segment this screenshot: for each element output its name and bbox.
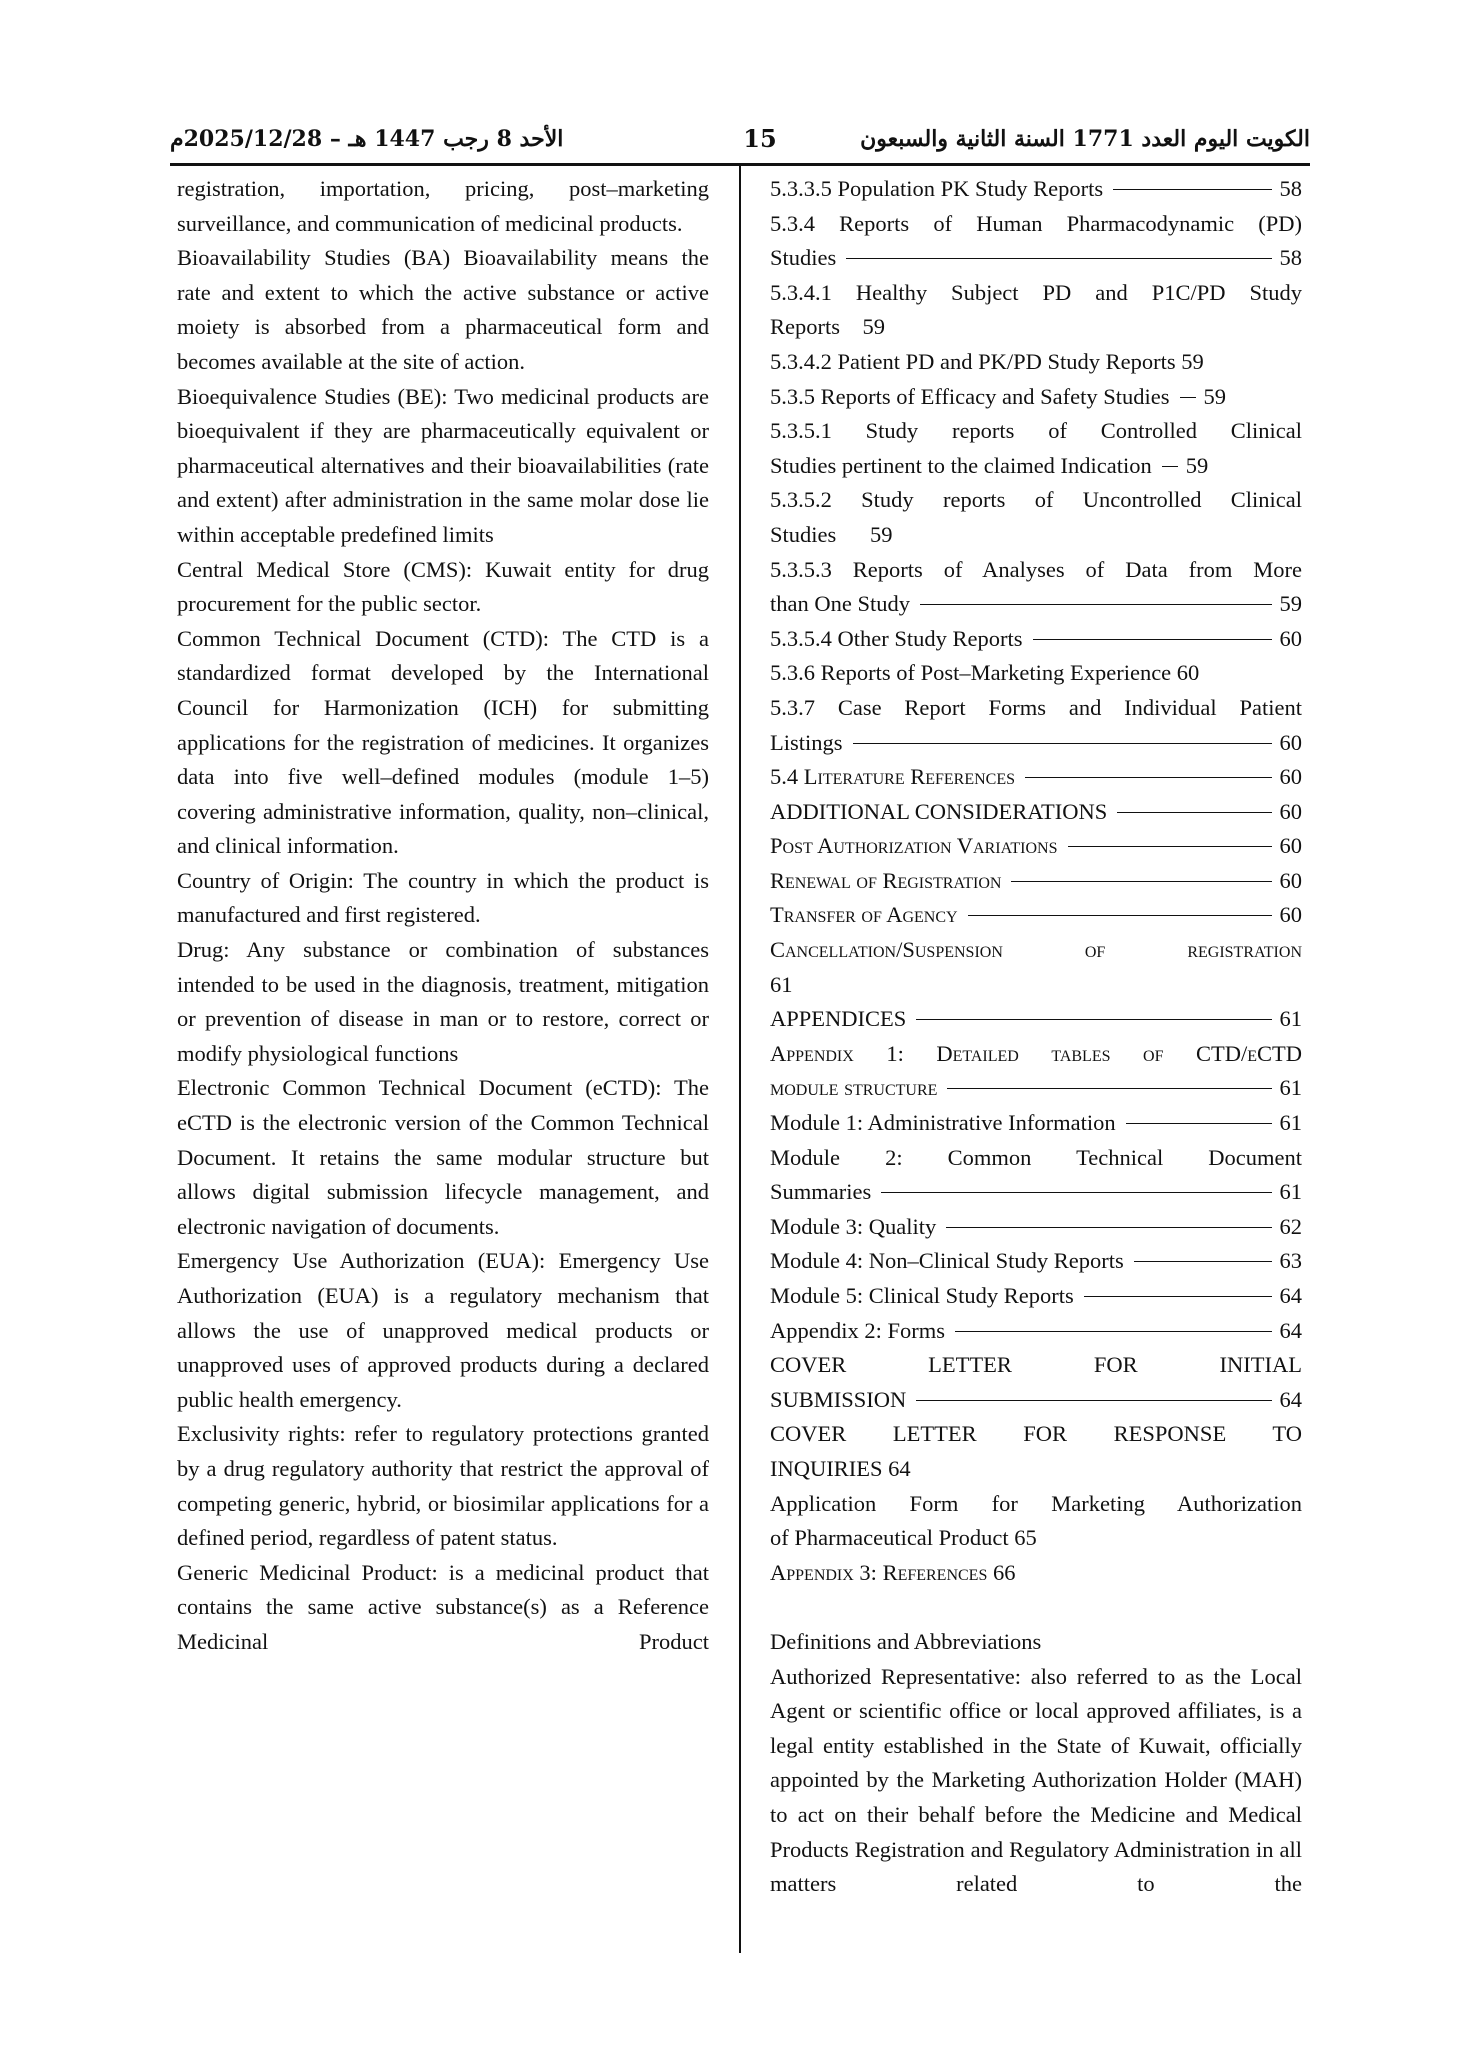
- toc-entry[interactable]: 5.3.5.4 Other Study Reports 60: [770, 625, 1302, 651]
- header-date: الأحد 8 رجب 1447 هـ – 2025/12/28م: [170, 126, 564, 152]
- toc-entry[interactable]: Appendix 3: References 66: [770, 1559, 1016, 1585]
- toc-entry[interactable]: ADDITIONAL CONSIDERATIONS 60: [770, 798, 1302, 824]
- toc-entry[interactable]: Post Authorization Variations 60: [770, 833, 1302, 859]
- toc-entry[interactable]: Renewal of Registration 60: [770, 867, 1302, 893]
- toc-entry[interactable]: 5.3.6 Reports of Post–Marketing Experience 60: [770, 660, 1200, 686]
- toc-entry[interactable]: Module 1: Administrative Information 61: [770, 1110, 1302, 1136]
- page-number: 15: [743, 124, 777, 153]
- toc-entry-line: 5.3.7 Case Report Forms and Individual Patient: [770, 694, 1302, 720]
- toc-entry[interactable]: Module 4: Non–Clinical Study Reports 63: [770, 1248, 1302, 1274]
- toc-entry[interactable]: Module 5: Clinical Study Reports 64: [770, 1283, 1302, 1308]
- definition-exclusivity-rights: Exclusivity rights: refer to regulatory protections granted by a drug regulatory authority that restrict the approval of competing generic, hybrid, or biosimilar applications for a defined period, regardless of patent status.: [177, 1421, 709, 1551]
- definitions-heading: Definitions and Abbreviations: [770, 1628, 1042, 1654]
- definition-country-of-origin: Country of Origin: The country in which the product is manufactured and first registered.: [177, 867, 709, 928]
- definition-bioequivalence: Bioequivalence Studies (BE): Two medicinal products are bioequivalent if they are pharmaceutically equivalent or pharmaceutical alternatives and their bioavailabilities (rate and extent) after administration in the same molar dose lie within acceptable predefined limits: [177, 383, 709, 547]
- toc-entry-line: Cancellation/Suspension of registration: [770, 937, 1302, 963]
- toc-entry-line: Appendix 1: Detailed tables of CTD/eCTD: [770, 1040, 1302, 1066]
- definition-cms: Central Medical Store (CMS): Kuwait entity for drug procurement for the public sector.: [177, 556, 709, 617]
- toc-entry[interactable]: 5.3.5 Reports of Efficacy and Safety Studies 59: [770, 383, 1226, 409]
- toc-entry-line: 5.3.4 Reports of Human Pharmacodynamic (PD): [770, 210, 1302, 236]
- toc-entry-line: COVER LETTER FOR RESPONSE TO: [770, 1421, 1302, 1447]
- toc-entry-line: 5.3.5.2 Study reports of Uncontrolled Clinical: [770, 487, 1302, 513]
- definition-bioavailability: Bioavailability Studies (BA) Bioavailability means the rate and extent to which the active substance or active moiety is absorbed from a pharmaceutical form and becomes available at the site of action.: [177, 245, 709, 374]
- toc-entry[interactable]: 5.3.3.5 Population PK Study Reports 58: [770, 176, 1302, 201]
- toc-entry[interactable]: APPENDICES 61: [770, 1006, 1302, 1032]
- toc-entry[interactable]: Reports 59: [770, 314, 885, 340]
- toc-entry[interactable]: INQUIRIES 64: [770, 1455, 911, 1481]
- right-column: [770, 172, 1302, 1902]
- toc-entry[interactable]: 5.4 Literature References 60: [770, 764, 1302, 790]
- definition-drug: Drug: Any substance or combination of substances intended to be used in the diagnosis, treatment, mitigation or prevention of disease in man or to restore, correct or modify physiological functions: [177, 937, 709, 1066]
- toc-entry-line: Application Form for Marketing Authorization: [770, 1490, 1302, 1516]
- toc-entry[interactable]: Appendix 2: Forms 64: [770, 1317, 1302, 1343]
- definition-ectd: Electronic Common Technical Document (eCTD): The eCTD is the electronic version of the Common Technical Document. It retains the same modular structure but allows digital submission lifecycle management, and electronic navigation of documents.: [177, 1075, 709, 1239]
- toc-entry[interactable]: 5.3.4.2 Patient PD and PK/PD Study Reports 59: [770, 348, 1204, 374]
- left-column: [177, 172, 709, 1660]
- toc-entry[interactable]: Transfer of Agency 60: [770, 902, 1302, 928]
- toc-entry[interactable]: of Pharmaceutical Product 65: [770, 1525, 1037, 1551]
- column-divider: [739, 166, 741, 1953]
- toc-entry-line: 5.3.5.3 Reports of Analyses of Data from More: [770, 556, 1302, 582]
- definition-authorized-representative: Authorized Representative: also referred to as the Local Agent or scientific office or local approved affiliates, is a legal entity established in the State of Kuwait, officially appointed by the Marketing Authorization Holder (MAH) to act on their behalf before the Medicine and Medical Products Registration and Regulatory Administration in all matters related to the: [770, 1663, 1302, 1897]
- toc-entry[interactable]: than One Study 59: [770, 591, 1302, 617]
- header-issue: الكويت اليوم العدد 1771 السنة الثانية والسبعون: [860, 126, 1310, 152]
- toc-entry[interactable]: SUBMISSION 64: [770, 1386, 1302, 1412]
- definition-ctd: Common Technical Document (CTD): The CTD is a standardized format developed by the International Council for Harmonization (ICH) for submitting applications for the registration of medicines. It organizes data into five well–defined modules (module 1–5) covering administrative information, quality, non–clinical, and clinical information.: [177, 625, 709, 859]
- toc-entry[interactable]: Listings 60: [770, 729, 1302, 755]
- toc-entry[interactable]: Summaries 61: [770, 1179, 1302, 1205]
- definition-eua: Emergency Use Authorization (EUA): Emergency Use Authorization (EUA) is a regulatory mechanism that allows the use of unapproved medical products or unapproved uses of approved products during a declared public health emergency.: [177, 1248, 709, 1412]
- toc-entry[interactable]: Module 3: Quality 62: [770, 1213, 1302, 1239]
- toc-entry[interactable]: Studies 59: [770, 521, 893, 547]
- definition-generic-medicinal-product: Generic Medicinal Product: is a medicinal product that contains the same active substance(s) as a Reference Medicinal Product: [177, 1559, 709, 1654]
- toc-entry-line: Module 2: Common Technical Document: [770, 1144, 1302, 1170]
- toc-entry-line: 5.3.5.1 Study reports of Controlled Clinical: [770, 418, 1302, 444]
- toc-entry[interactable]: Studies 58: [770, 245, 1302, 271]
- page-header: [170, 118, 1310, 162]
- paragraph-registration: registration, importation, pricing, post–marketing surveillance, and communication of medicinal products.: [177, 176, 709, 236]
- toc-entry[interactable]: 61: [770, 971, 793, 997]
- toc-entry[interactable]: module structure 61: [770, 1075, 1302, 1101]
- toc-entry[interactable]: Studies pertinent to the claimed Indication 59: [770, 452, 1209, 478]
- toc-entry-line: 5.3.4.1 Healthy Subject PD and P1C/PD Study: [770, 279, 1302, 305]
- toc-entry-line: COVER LETTER FOR INITIAL: [770, 1352, 1302, 1378]
